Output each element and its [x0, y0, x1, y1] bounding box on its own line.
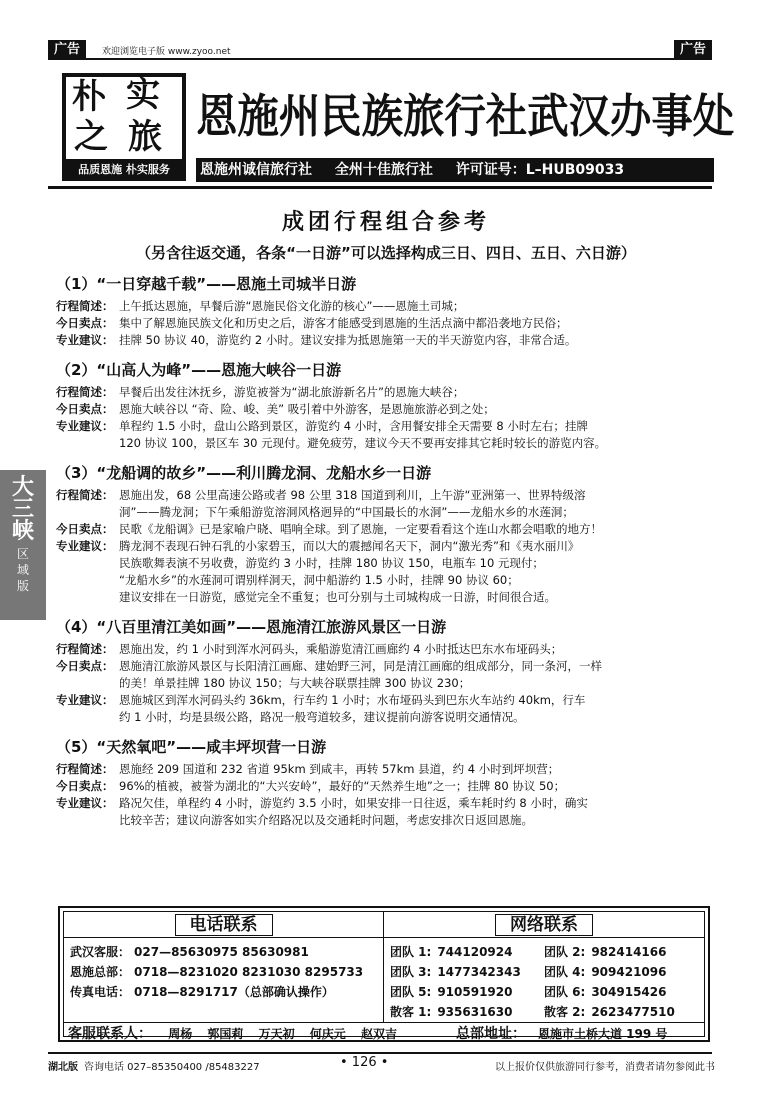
row-label: 行程简述：: [56, 299, 114, 313]
side-tab-char: 大: [11, 474, 34, 500]
staff-name: 万天初: [258, 1027, 295, 1041]
staff-name: 周杨: [168, 1027, 193, 1041]
section-heading: （1）“一日穿越千载”——恩施土司城半日游: [56, 275, 357, 293]
itinerary-sections: [56, 273, 716, 829]
row-text-line: 民族歌舞表演不另收费，游览约 3 小时，挂牌 180 协议 150，电瓶车 10 元现付；: [119, 556, 544, 570]
row-text-line: 96%的植被，被誉为湖北的“大兴安岭”，最好的“天然养生地”之一；挂牌 80 协议 50；: [119, 779, 566, 793]
row-text-line: 恩施出发，约 1 小时到浑水河码头，乘船游览清江画廊约 4 小时抵达巴东水布垭码头；: [119, 642, 563, 656]
row-text: [119, 401, 716, 418]
qq-contact: [544, 1002, 698, 1022]
section-heading: （3）“龙船调的故乡”——利川腾龙洞、龙船水乡一日游: [56, 464, 432, 482]
row-label: 行程简述：: [56, 488, 114, 502]
row-text-line: 恩施出发，68 公里高速公路或者 98 公里 318 国道到利川，上午游“亚洲第一、世界特级溶: [119, 488, 586, 502]
section-heading: （4）“八百里清江美如画”——恩施清江旅游风景区一日游: [56, 618, 447, 636]
row-text-line: 约 1 小时，均是县级公路，路况一般弯道较多，建议提前向游客说明交通情况。: [119, 710, 525, 724]
itinerary-row: [56, 692, 716, 726]
row-text-line: 早餐后出发往沐抚乡，游览被誉为“湖北旅游新名片”的恩施大峡谷；: [119, 385, 465, 399]
phone-number: 027—85630975 85630981: [134, 945, 309, 959]
qq-contact: [544, 942, 698, 962]
edition-label: 湖北版: [48, 1062, 78, 1073]
row-label: 专业建议：: [56, 539, 114, 553]
row-label: 专业建议：: [56, 419, 114, 433]
itinerary-row: [56, 332, 716, 349]
row-label: 今日卖点：: [56, 316, 114, 330]
plan-title: 成团行程组合参考: [281, 209, 490, 235]
contact-box: [58, 906, 710, 1042]
agency-credential: 恩施州诚信旅行社: [200, 162, 312, 178]
qq-label: 散客 1:: [390, 1005, 432, 1019]
staff-label: 客服联系人：: [68, 1026, 152, 1042]
phone-number: 0718—8231020 8231030 8295733: [134, 965, 364, 979]
itinerary-row: [56, 778, 716, 795]
row-text-line: 120 协议 100，景区车 30 元现付。避免疲劳，建议今天不要再安排其它耗时较长的游览内容。: [119, 436, 607, 450]
row-text-line: 比较辛苦；建议向游客如实介绍路况以及交通耗时问题，考虑安排次日返回恩施。: [119, 813, 533, 827]
itinerary-content: [56, 205, 716, 829]
itinerary-row: [56, 641, 716, 658]
qq-contact: [390, 942, 544, 962]
phone-label: 恩施总部：: [70, 965, 131, 979]
row-text-line: 的美！单景挂牌 180 协议 150；与大峡谷联票挂牌 300 协议 230；: [119, 676, 471, 690]
row-label: 今日卖点：: [56, 522, 114, 536]
qq-number: 910591920: [437, 985, 513, 999]
section-heading: （2）“山高人为峰”——恩施大峡谷一日游: [56, 361, 342, 379]
phone-line: [70, 982, 377, 1002]
row-text-line: 单程约 1.5 小时，盘山公路到景区，游览约 4 小时，含用餐安排全天需要 8 小时左右；挂牌: [119, 419, 588, 433]
header-divider: [48, 186, 712, 189]
brand-logo: [62, 73, 186, 181]
itinerary-row: [56, 298, 716, 315]
itinerary-row: [56, 658, 716, 692]
row-text: [119, 521, 716, 538]
ad-label-right: 广告: [674, 40, 712, 60]
row-label: 今日卖点：: [56, 402, 114, 416]
row-label: 今日卖点：: [56, 659, 114, 673]
staff-name: 何庆元: [309, 1027, 346, 1041]
phone-line: [70, 962, 377, 982]
row-label: 专业建议：: [56, 693, 114, 707]
itinerary-row: [56, 401, 716, 418]
itinerary-row: [56, 487, 716, 521]
row-text-line: 恩施清江旅游风景区与长阳清江画廊、建始野三河，同是清江画廊的组成部分，同一条河，一样: [119, 659, 602, 673]
row-label: 行程简述：: [56, 385, 114, 399]
side-tab-char: 峡: [11, 518, 34, 544]
qq-label: 团队 1:: [390, 945, 432, 959]
row-text-line: “龙船水乡”的水莲洞可谓别样洞天，洞中船游约 1.5 小时，挂牌 90 协议 60；: [119, 573, 519, 587]
qq-label: 团队 3:: [390, 965, 432, 979]
row-text-line: 洞”——腾龙洞；下午乘船游览溶洞风格迥异的“中国最长的水洞”——龙船水乡的水莲洞；: [119, 505, 574, 519]
side-tab-char: 版: [16, 579, 29, 593]
qq-number: 744120924: [437, 945, 513, 959]
qq-contact: [544, 982, 698, 1002]
qq-number: 935631630: [437, 1005, 513, 1019]
phone-line: [70, 942, 377, 962]
row-text: [119, 487, 716, 521]
itinerary-row: [56, 795, 716, 829]
row-text: [119, 641, 716, 658]
row-label: 行程简述：: [56, 762, 114, 776]
logo-char: 之: [74, 117, 108, 157]
logo-characters: [64, 75, 184, 161]
row-label: 专业建议：: [56, 796, 114, 810]
qq-label: 散客 2:: [544, 1005, 586, 1019]
top-strip: [48, 40, 712, 60]
welcome-text: 欢迎浏览电子版 www.zyoo.net: [102, 47, 231, 57]
phone-label: 传真电话：: [70, 985, 131, 999]
itinerary-section: [56, 616, 716, 726]
row-text: [119, 332, 716, 349]
row-text-line: 民歌《龙船调》已是家喻户晓、唱响全球。到了恩施，一定要看看这个连山水都会唱歌的地方！: [119, 522, 602, 536]
qq-contact: [390, 1002, 544, 1022]
side-tab-char: 域: [16, 563, 29, 577]
page-number: • 126 •: [340, 1055, 389, 1070]
phone-panel-heading: 电话联系: [175, 914, 273, 936]
row-text: [119, 315, 716, 332]
qq-number: 304915426: [591, 985, 667, 999]
row-text: [119, 795, 716, 829]
row-text-line: 恩施大峡谷以 “奇、险、峻、美” 吸引着中外游客，是恩施旅游必到之处；: [119, 402, 495, 416]
logo-char: 旅: [128, 117, 162, 157]
row-text-line: 路况欠佳，单程约 4 小时，游览约 3.5 小时，如果安排一日往返，乘车耗时约 8 小时，确实: [119, 796, 588, 810]
row-text: [119, 692, 716, 726]
net-panel-heading: 网络联系: [495, 914, 593, 936]
phone-contact-panel: [64, 912, 384, 1022]
itinerary-row: [56, 521, 716, 538]
qq-label: 团队 2:: [544, 945, 586, 959]
hq-address: 恩施市土桥大道 199 号: [538, 1027, 668, 1041]
row-text: [119, 658, 716, 692]
row-text: [119, 418, 716, 452]
plan-subtitle: （另含往返交通，各条“一日游”可以选择构成三日、四日、五日、六日游）: [136, 244, 636, 262]
itinerary-row: [56, 315, 716, 332]
online-contact-panel: [384, 912, 704, 1022]
edition-side-tab: [0, 470, 46, 620]
qq-number: 909421096: [591, 965, 667, 979]
row-text-line: 恩施经 209 国道和 232 省道 95km 到咸丰，再转 57km 县道，约 4 小时到坪坝营；: [119, 762, 560, 776]
itinerary-row: [56, 384, 716, 401]
itinerary-section: [56, 359, 716, 452]
row-text: [119, 761, 716, 778]
qq-label: 团队 5:: [390, 985, 432, 999]
staff-name: 郭国莉: [207, 1027, 244, 1041]
qq-contact: [390, 962, 544, 982]
qq-label: 团队 4:: [544, 965, 586, 979]
row-text-line: 集中了解恩施民族文化和历史之后，游客才能感受到恩施的生活点滴中都沿袭地方民俗；: [119, 316, 568, 330]
section-heading: （5）“天然氧吧”——咸丰坪坝营一日游: [56, 738, 327, 756]
qq-number: 2623477510: [591, 1005, 675, 1019]
row-label: 今日卖点：: [56, 779, 114, 793]
logo-char: 朴: [72, 77, 106, 117]
row-text-line: 建议安排在一日游览，感觉完全不重复；也可分别与土司城构成一日游，时间很合适。: [119, 590, 556, 604]
row-text-line: 恩施城区到浑水河码头约 36km，行车约 1 小时；水布垭码头到巴东火车站约 40km，行车: [119, 693, 586, 707]
itinerary-row: [56, 538, 716, 606]
row-label: 专业建议：: [56, 333, 114, 347]
qq-contact: [544, 962, 698, 982]
row-text-line: 腾龙洞不表现石钟石乳的小家碧玉，而以大的震撼闻名天下，洞内“激光秀”和《夷水丽川》: [119, 539, 580, 553]
row-label: 行程简述：: [56, 642, 114, 656]
agency-credential: 全州十佳旅行社: [334, 162, 433, 178]
footer-left: [48, 1058, 260, 1073]
row-text: [119, 384, 716, 401]
footer-disclaimer: 以上报价仅供旅游同行参考，消费者请勿参阅此书: [495, 1062, 715, 1073]
page-title: 恩施州民族旅行社武汉办事处: [196, 89, 735, 143]
qq-number: 982414166: [591, 945, 667, 959]
itinerary-section: [56, 462, 716, 606]
staff-name: 赵双吉: [361, 1027, 398, 1041]
itinerary-section: [56, 273, 716, 349]
qq-label: 团队 6:: [544, 985, 586, 999]
side-tab-char: 三: [11, 496, 34, 522]
ad-label-left: 广告: [48, 40, 86, 60]
itinerary-row: [56, 418, 716, 452]
row-text-line: 上午抵达恩施，早餐后游“恩施民俗文化游的核心”——恩施土司城；: [119, 299, 465, 313]
qq-number: 1477342343: [437, 965, 521, 979]
phone-label: 武汉客服：: [70, 945, 131, 959]
footer-hotline: 咨询电话 027–85350400 /85483227: [84, 1062, 260, 1073]
license-number: 许可证号：L–HUB09033: [455, 162, 625, 178]
row-text-line: 挂牌 50 协议 40，游览约 2 小时。建议安排为抵恩施第一天的半天游览内容，非常合适。: [119, 333, 577, 347]
itinerary-section: [56, 736, 716, 829]
itinerary-row: [56, 761, 716, 778]
footer-divider: [48, 1052, 712, 1054]
phone-number: 0718—8291717（总部确认操作）: [134, 985, 334, 999]
row-text: [119, 538, 716, 606]
contact-footer-row: [64, 1022, 704, 1042]
hq-label: 总部地址：: [456, 1026, 526, 1042]
side-tab-char: 区: [16, 547, 29, 561]
row-text: [119, 778, 716, 795]
qq-contact: [390, 982, 544, 1002]
header-subtitle-bar: [196, 158, 714, 182]
logo-slogan: 品质恩施 朴实服务: [78, 163, 170, 176]
row-text: [119, 298, 716, 315]
logo-char: 实: [126, 75, 160, 115]
